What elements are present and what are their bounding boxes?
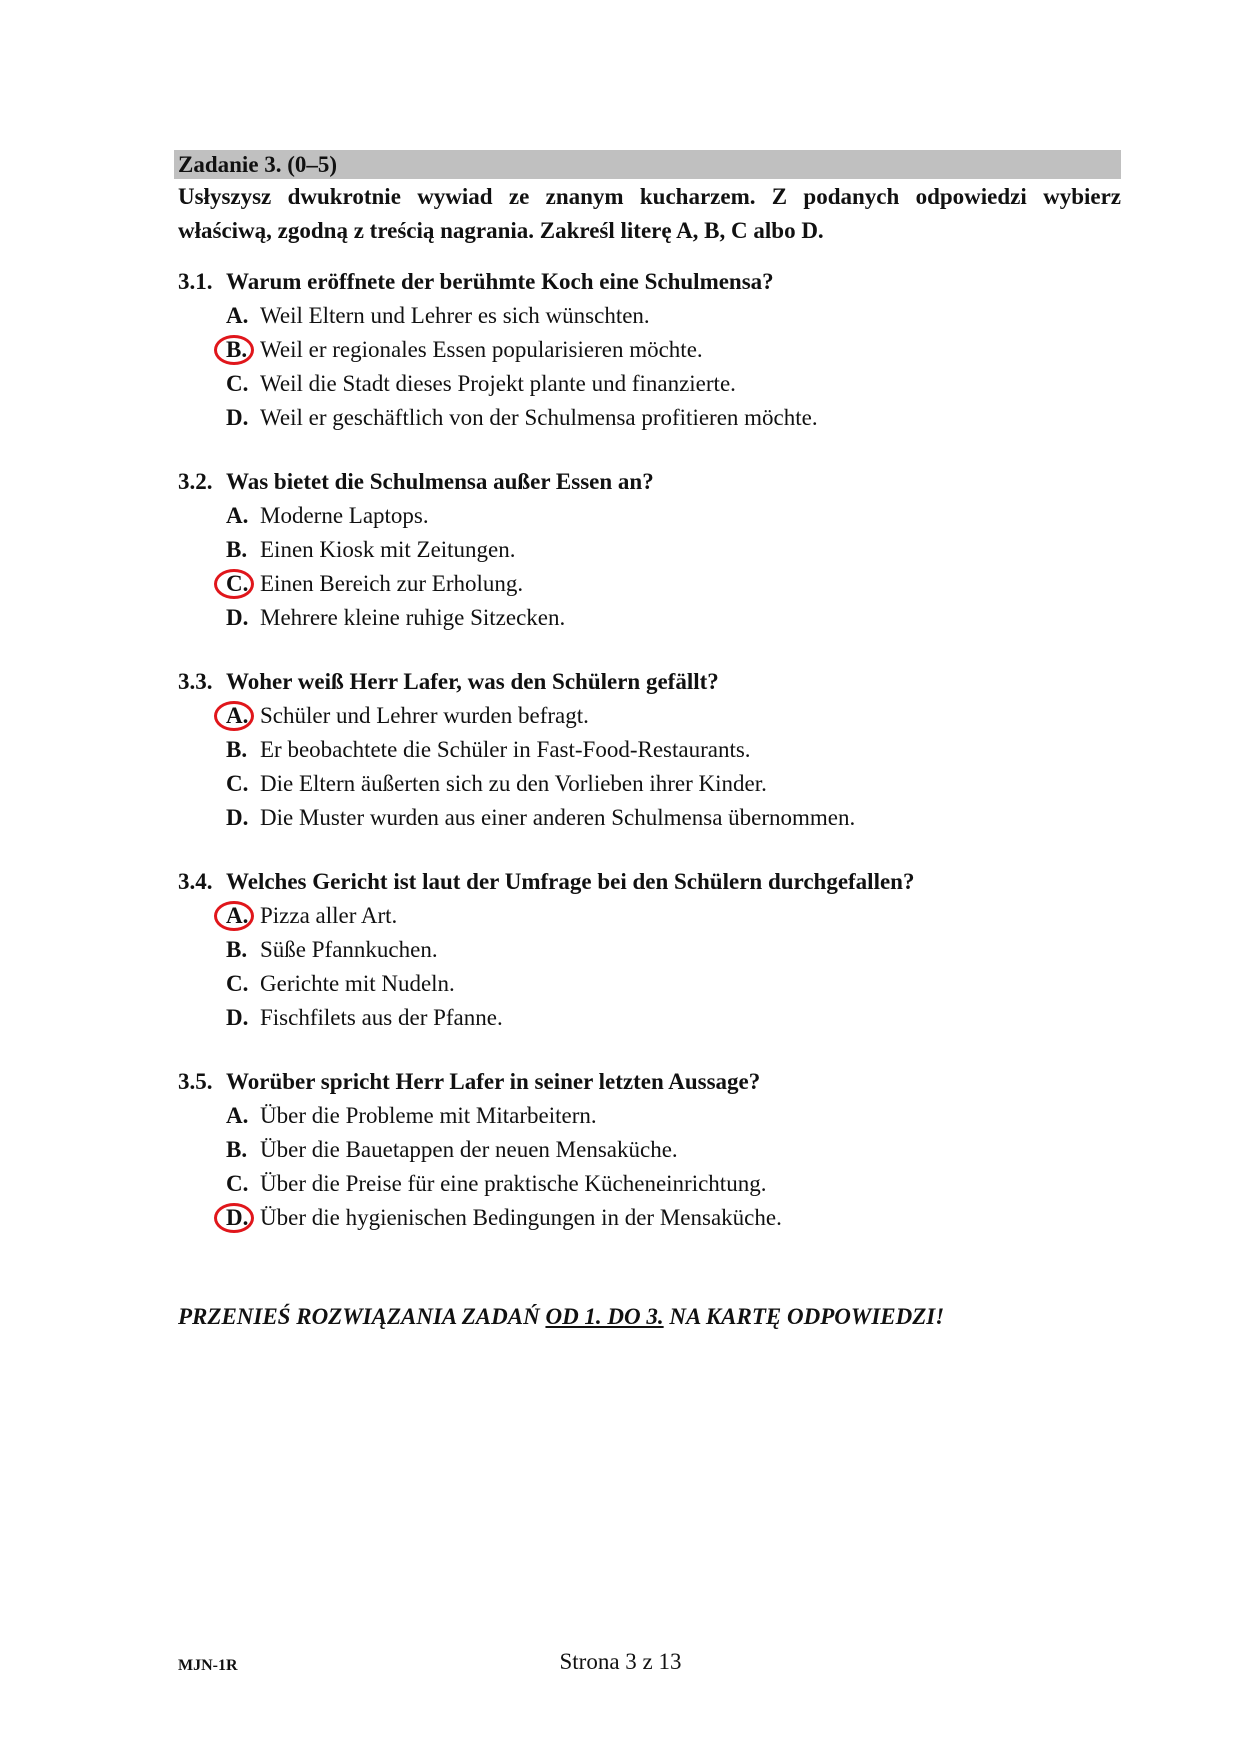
question-text: Welches Gericht ist laut der Umfrage bei den Schülern durchgefallen? <box>226 869 915 894</box>
question-title <box>178 265 1121 299</box>
option-letter: C. <box>226 971 249 996</box>
option-text: Einen Kiosk mit Zeitungen. <box>260 537 516 562</box>
option-text: Mehrere kleine ruhige Sitzecken. <box>260 605 566 630</box>
option-letter-text: A. <box>226 903 249 928</box>
option-letter: C. <box>226 771 249 796</box>
question-title <box>178 665 1121 699</box>
question-3-5 <box>178 1065 1121 1235</box>
answer-circle-mark <box>214 901 254 931</box>
option-letter: A. <box>226 1103 249 1128</box>
option-c[interactable] <box>178 367 1121 401</box>
option-text: Schüler und Lehrer wurden befragt. <box>260 703 589 728</box>
option-b[interactable] <box>178 333 1121 367</box>
option-c[interactable] <box>178 967 1121 1001</box>
option-letter: B. <box>226 537 248 562</box>
question-number: 3.3. <box>178 669 213 694</box>
option-a[interactable] <box>178 499 1121 533</box>
option-d[interactable] <box>178 601 1121 635</box>
option-a[interactable] <box>178 1099 1121 1133</box>
option-letter <box>226 699 260 733</box>
option-d[interactable] <box>178 401 1121 435</box>
answer-circle-mark <box>214 701 254 731</box>
option-a[interactable] <box>178 699 1121 733</box>
option-text: Die Muster wurden aus einer anderen Schulmensa übernommen. <box>260 805 856 830</box>
question-3-3 <box>178 665 1121 835</box>
option-letter <box>226 899 260 933</box>
note-after: NA KARTĘ ODPOWIEDZI! <box>663 1304 945 1329</box>
option-text: Über die hygienischen Bedingungen in der Mensaküche. <box>260 1205 782 1230</box>
option-letter: B. <box>226 737 248 762</box>
option-letter: C. <box>226 371 249 396</box>
answer-circle-mark <box>214 1203 254 1233</box>
page-number: Strona 3 z 13 <box>559 1649 682 1674</box>
option-d[interactable] <box>178 801 1121 835</box>
option-b[interactable] <box>178 1133 1121 1167</box>
option-text: Die Eltern äußerten sich zu den Vorlieben ihrer Kinder. <box>260 771 767 796</box>
option-a[interactable] <box>178 299 1121 333</box>
option-letter: D. <box>226 1005 249 1030</box>
question-title <box>178 865 1121 899</box>
option-letter-text: B. <box>226 337 248 362</box>
answer-circle-mark <box>214 335 254 365</box>
option-text: Pizza aller Art. <box>260 903 398 928</box>
option-letter: D. <box>226 405 249 430</box>
option-text: Süße Pfannkuchen. <box>260 937 438 962</box>
option-b[interactable] <box>178 933 1121 967</box>
option-text: Weil Eltern und Lehrer es sich wünschten. <box>260 303 650 328</box>
question-3-2 <box>178 465 1121 635</box>
option-a[interactable] <box>178 899 1121 933</box>
option-text: Er beobachtete die Schüler in Fast-Food-Restaurants. <box>260 737 751 762</box>
option-letter: B. <box>226 1137 248 1162</box>
option-letter: C. <box>226 1171 249 1196</box>
option-b[interactable] <box>178 733 1121 767</box>
option-text: Über die Probleme mit Mitarbeitern. <box>260 1103 597 1128</box>
task-instruction: Usłyszysz dwukrotnie wywiad ze znanym kucharzem. Z podanych odpowiedzi wybierz właściwą, zgodną z treścią nagrania. Zakreśl literę A, B, C albo D. <box>178 184 1121 243</box>
question-number: 3.5. <box>178 1069 213 1094</box>
option-letter: A. <box>226 303 249 328</box>
option-d[interactable] <box>178 1001 1121 1035</box>
option-letter <box>226 567 260 601</box>
question-text: Warum eröffnete der berühmte Koch eine Schulmensa? <box>226 269 774 294</box>
option-text: Weil er geschäftlich von der Schulmensa profitieren möchte. <box>260 405 818 430</box>
option-letter-text: C. <box>226 571 249 596</box>
option-letter-text: D. <box>226 1205 249 1230</box>
option-letter: D. <box>226 805 249 830</box>
question-3-1 <box>178 265 1121 435</box>
question-text: Was bietet die Schulmensa außer Essen an? <box>226 469 654 494</box>
question-number: 3.4. <box>178 869 213 894</box>
option-text: Über die Preise für eine praktische Kücheneinrichtung. <box>260 1171 767 1196</box>
option-letter: D. <box>226 605 249 630</box>
question-text: Woher weiß Herr Lafer, was den Schülern gefällt? <box>226 669 719 694</box>
note-before: PRZENIEŚ ROZWIĄZANIA ZADAŃ <box>178 1304 546 1329</box>
question-title <box>178 1065 1121 1099</box>
question-text: Worüber spricht Herr Lafer in seiner letzten Aussage? <box>226 1069 761 1094</box>
option-text: Weil er regionales Essen popularisieren möchte. <box>260 337 703 362</box>
question-3-4 <box>178 865 1121 1035</box>
option-text: Einen Bereich zur Erholung. <box>260 571 524 596</box>
option-c[interactable] <box>178 567 1121 601</box>
transfer-answers-note <box>178 1300 944 1334</box>
option-c[interactable] <box>178 767 1121 801</box>
note-underlined: OD 1. DO 3. <box>545 1304 664 1329</box>
question-title <box>178 465 1121 499</box>
option-text: Über die Bauetappen der neuen Mensaküche. <box>260 1137 678 1162</box>
option-text: Moderne Laptops. <box>260 503 429 528</box>
option-text: Weil die Stadt dieses Projekt plante und finanzierte. <box>260 371 736 396</box>
option-letter: B. <box>226 937 248 962</box>
task-header: Zadanie 3. (0–5) <box>174 150 1121 179</box>
answer-circle-mark <box>214 569 254 599</box>
option-d[interactable] <box>178 1201 1121 1235</box>
option-b[interactable] <box>178 533 1121 567</box>
option-letter: A. <box>226 503 249 528</box>
question-number: 3.1. <box>178 269 213 294</box>
option-text: Gerichte mit Nudeln. <box>260 971 455 996</box>
exam-code: MJN-1R <box>178 1657 238 1674</box>
option-c[interactable] <box>178 1167 1121 1201</box>
option-text: Fischfilets aus der Pfanne. <box>260 1005 503 1030</box>
option-letter-text: A. <box>226 703 249 728</box>
question-number: 3.2. <box>178 469 213 494</box>
option-letter <box>226 333 260 367</box>
option-letter <box>226 1201 260 1235</box>
